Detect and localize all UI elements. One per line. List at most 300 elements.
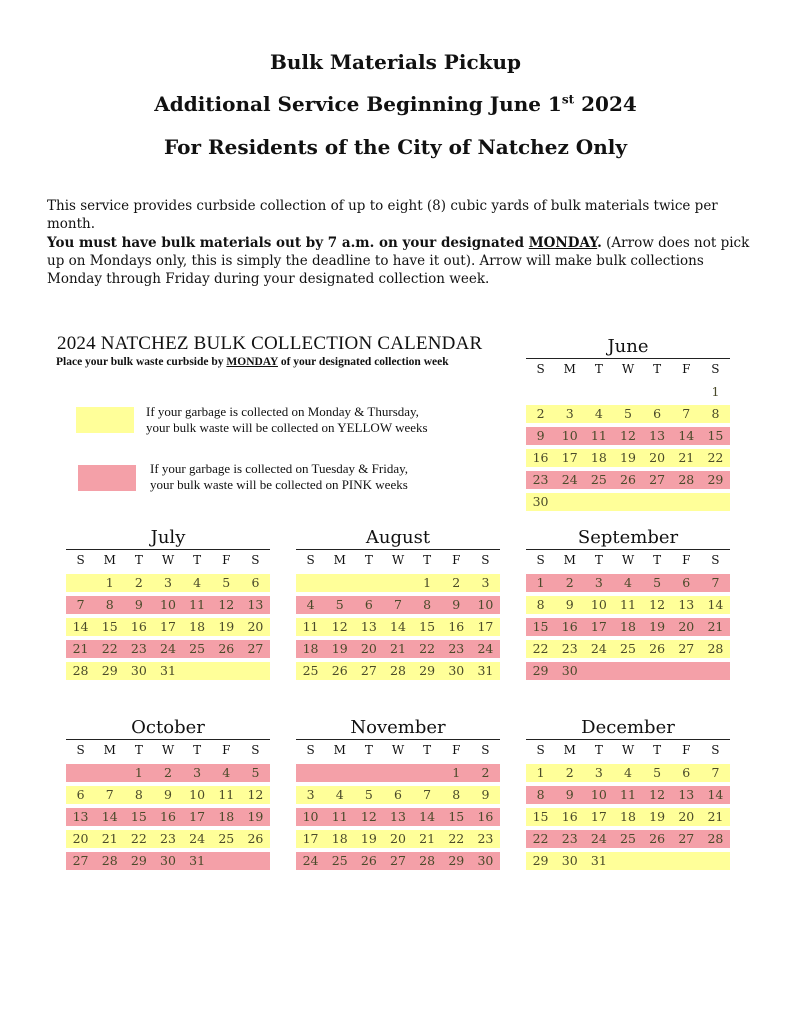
day-cell: 12 xyxy=(620,428,636,443)
month-november xyxy=(296,717,500,870)
day-cell: 21 xyxy=(101,831,118,846)
day-cell: 17 xyxy=(561,450,578,465)
day-cell: 10 xyxy=(590,597,607,612)
week-row-pink xyxy=(526,786,730,804)
day-cell: 12 xyxy=(331,619,348,634)
day-cell: 14 xyxy=(707,597,724,612)
day-cell: 14 xyxy=(101,809,118,824)
day-cell: 21 xyxy=(707,809,724,824)
day-cell: 25 xyxy=(189,641,206,656)
weekday-header: W xyxy=(621,743,635,757)
day-cell: 8 xyxy=(536,787,545,802)
day-cell: 3 xyxy=(193,765,202,780)
day-cell: 23 xyxy=(532,472,549,487)
day-cell: 28 xyxy=(419,853,436,868)
day-cell: 26 xyxy=(620,472,636,487)
day-cell: 6 xyxy=(251,575,260,590)
day-cell: 17 xyxy=(302,831,319,846)
week-row-yellow xyxy=(526,449,730,467)
calendar-subtitle-monday: MONDAY xyxy=(226,356,278,368)
weekday-header: M xyxy=(333,743,346,757)
day-cell: 10 xyxy=(477,597,494,612)
weekday-header-row xyxy=(526,549,730,570)
day-cell: 18 xyxy=(302,641,319,656)
day-cell: 26 xyxy=(331,663,348,678)
day-cell xyxy=(212,662,241,680)
notice-bold-text: You must have bulk materials out by 7 a.m. on your designated xyxy=(47,235,529,251)
day-cell: 7 xyxy=(711,575,720,590)
day-cell: 19 xyxy=(649,809,666,824)
day-cell: 15 xyxy=(101,619,118,634)
week-row-yellow xyxy=(66,662,270,680)
month-name: September xyxy=(577,527,679,548)
day-cell: 5 xyxy=(653,765,662,780)
day-cell: 30 xyxy=(561,663,578,678)
day-cell: 8 xyxy=(536,597,545,612)
day-cell: 5 xyxy=(251,765,260,780)
weekday-header: F xyxy=(682,743,691,757)
week-row-pink xyxy=(66,764,270,782)
week-row-yellow xyxy=(66,574,270,592)
day-cell: 19 xyxy=(620,450,636,465)
day-cell: 23 xyxy=(561,641,578,656)
day-cell: 27 xyxy=(72,853,89,868)
day-cell: 31 xyxy=(590,853,607,868)
day-cell: 10 xyxy=(160,597,176,612)
day-cell: 24 xyxy=(189,831,206,846)
month-name: December xyxy=(581,717,675,738)
day-cell xyxy=(643,493,672,511)
day-cell: 8 xyxy=(452,787,461,802)
day-cell: 2 xyxy=(164,765,172,780)
day-cell xyxy=(613,383,642,401)
day-cell: 19 xyxy=(247,809,264,824)
day-cell: 22 xyxy=(101,641,118,656)
week-row-yellow xyxy=(296,830,500,848)
day-cell: 30 xyxy=(130,663,147,678)
day-cell xyxy=(701,662,730,680)
day-cell: 9 xyxy=(565,787,574,802)
week-row-pink xyxy=(66,808,270,826)
weekday-header: T xyxy=(594,553,603,567)
week-row-yellow xyxy=(296,786,500,804)
day-cell: 1 xyxy=(134,765,143,780)
day-cell xyxy=(672,383,701,401)
weekday-header: T xyxy=(653,362,662,376)
day-cell: 28 xyxy=(678,472,695,487)
day-cell: 21 xyxy=(419,831,436,846)
day-cell: 28 xyxy=(101,853,118,868)
day-cell: 14 xyxy=(390,619,406,634)
day-cell: 20 xyxy=(360,641,377,656)
week-row-yellow xyxy=(526,596,730,614)
day-cell: 6 xyxy=(394,787,402,802)
day-cell: 27 xyxy=(390,853,406,868)
day-cell: 2 xyxy=(481,765,490,780)
day-cell: 16 xyxy=(130,619,147,634)
weekday-header: T xyxy=(423,743,432,757)
week-row-pink xyxy=(526,662,730,680)
day-cell: 2 xyxy=(452,575,461,590)
week-row-yellow xyxy=(66,830,270,848)
day-cell: 11 xyxy=(590,428,607,443)
day-cell: 5 xyxy=(222,575,231,590)
day-cell: 29 xyxy=(707,472,724,487)
weekday-header: S xyxy=(306,743,315,757)
day-cell: 8 xyxy=(105,597,114,612)
day-cell: 1 xyxy=(536,575,545,590)
day-cell: 8 xyxy=(711,406,720,421)
month-name: July xyxy=(150,527,186,548)
weekday-header: S xyxy=(306,553,315,567)
week-row-yellow xyxy=(526,764,730,782)
day-cell: 27 xyxy=(360,663,377,678)
weekday-header-row xyxy=(296,739,500,760)
week-row-yellow xyxy=(526,405,730,423)
week-row-pink xyxy=(296,596,500,614)
day-cell: 14 xyxy=(707,787,724,802)
day-cell: 7 xyxy=(105,787,114,802)
day-cell: 15 xyxy=(130,809,147,824)
weekday-header: W xyxy=(161,553,175,567)
day-cell: 9 xyxy=(134,597,143,612)
weekday-header: F xyxy=(222,553,231,567)
weekday-header: M xyxy=(103,553,116,567)
weekday-header: M xyxy=(563,553,576,567)
day-cell xyxy=(701,493,730,511)
day-cell: 25 xyxy=(590,472,607,487)
month-december xyxy=(526,717,730,870)
day-cell: 9 xyxy=(565,597,574,612)
week-row-pink xyxy=(526,574,730,592)
weekday-header: S xyxy=(481,553,490,567)
day-cell: 4 xyxy=(335,787,344,802)
day-cell: 10 xyxy=(189,787,206,802)
month-september xyxy=(526,527,730,680)
day-cell: 6 xyxy=(76,787,85,802)
weekday-header: F xyxy=(222,743,231,757)
day-cell: 24 xyxy=(477,641,494,656)
weekday-header: T xyxy=(193,553,202,567)
day-cell: 12 xyxy=(218,597,235,612)
weekday-header: S xyxy=(711,743,720,757)
day-cell: 11 xyxy=(218,787,235,802)
day-cell: 5 xyxy=(624,406,632,421)
day-cell: 24 xyxy=(561,472,578,487)
weekday-header: W xyxy=(621,553,635,567)
heading-line-2-superscript: st xyxy=(561,92,575,107)
weekday-header-row xyxy=(66,739,270,760)
weekday-header: S xyxy=(251,553,260,567)
day-cell: 11 xyxy=(620,597,636,612)
day-cell: 3 xyxy=(594,575,603,590)
day-cell xyxy=(555,493,584,511)
weekday-header: T xyxy=(653,553,662,567)
heading-line-2 xyxy=(0,92,791,116)
day-cell: 5 xyxy=(364,787,373,802)
week-row-pink xyxy=(66,852,270,870)
weekday-header: F xyxy=(452,553,461,567)
day-cell: 2 xyxy=(565,765,574,780)
day-cell: 10 xyxy=(590,787,607,802)
calendar-subtitle-text: Place your bulk waste curbside by xyxy=(56,356,227,368)
day-cell: 11 xyxy=(331,809,348,824)
day-cell: 20 xyxy=(678,809,695,824)
day-cell: 9 xyxy=(481,787,490,802)
weekday-header: W xyxy=(621,362,635,376)
day-cell: 5 xyxy=(653,575,662,590)
weekday-header: M xyxy=(333,553,346,567)
day-cell: 4 xyxy=(193,575,202,590)
notice-monday: MONDAY xyxy=(528,235,598,251)
weekday-header: S xyxy=(536,362,545,376)
weekday-header: M xyxy=(563,362,576,376)
day-cell: 23 xyxy=(561,831,578,846)
day-cell: 10 xyxy=(302,809,319,824)
day-cell: 25 xyxy=(620,831,636,846)
day-cell xyxy=(643,662,672,680)
weekday-header: F xyxy=(452,743,461,757)
day-cell xyxy=(383,764,412,782)
day-cell: 16 xyxy=(160,809,176,824)
day-cell: 20 xyxy=(390,831,406,846)
day-cell: 4 xyxy=(624,765,632,780)
day-cell: 25 xyxy=(218,831,235,846)
day-cell: 9 xyxy=(164,787,172,802)
week-row-pink xyxy=(66,596,270,614)
day-cell: 26 xyxy=(360,853,377,868)
day-cell: 30 xyxy=(477,853,494,868)
day-cell: 25 xyxy=(302,663,319,678)
day-cell xyxy=(613,662,642,680)
day-cell: 1 xyxy=(452,765,461,780)
heading-line-1: Bulk Materials Pickup xyxy=(269,50,522,74)
day-cell: 28 xyxy=(72,663,89,678)
weekday-header: M xyxy=(103,743,116,757)
day-cell: 2 xyxy=(565,575,574,590)
day-cell xyxy=(325,574,354,592)
day-cell: 24 xyxy=(302,853,319,868)
week-row-pink xyxy=(296,764,500,782)
day-cell: 9 xyxy=(536,428,545,443)
day-cell: 24 xyxy=(590,641,607,656)
day-cell: 12 xyxy=(649,787,666,802)
calendar-subtitle xyxy=(56,356,449,368)
day-cell: 3 xyxy=(565,406,574,421)
day-cell: 1 xyxy=(105,575,114,590)
day-cell: 11 xyxy=(189,597,206,612)
day-cell: 14 xyxy=(419,809,436,824)
day-cell: 31 xyxy=(477,663,494,678)
day-cell: 2 xyxy=(134,575,143,590)
day-cell: 27 xyxy=(649,472,666,487)
weekday-header: T xyxy=(364,743,373,757)
month-october xyxy=(66,717,270,870)
week-row-yellow xyxy=(66,618,270,636)
day-cell: 16 xyxy=(532,450,549,465)
weekday-header: T xyxy=(653,743,662,757)
day-cell: 4 xyxy=(222,765,231,780)
day-cell: 13 xyxy=(678,787,695,802)
day-cell xyxy=(241,662,270,680)
day-cell xyxy=(66,574,95,592)
month-name: August xyxy=(365,527,431,548)
week-row-yellow xyxy=(526,852,730,870)
weekday-header: T xyxy=(134,553,143,567)
calendar-title: 2024 NATCHEZ BULK COLLECTION CALENDAR xyxy=(57,333,483,354)
weekday-header: F xyxy=(682,362,691,376)
day-cell: 16 xyxy=(561,619,578,634)
week-row-pink xyxy=(296,640,500,658)
week-row-pink xyxy=(526,427,730,445)
day-cell: 22 xyxy=(707,450,724,465)
month-july xyxy=(66,527,270,680)
day-cell xyxy=(383,574,412,592)
day-cell: 4 xyxy=(624,575,632,590)
day-cell: 13 xyxy=(678,597,695,612)
weekday-header: S xyxy=(536,553,545,567)
notice-paragraph xyxy=(47,234,752,288)
day-cell: 28 xyxy=(390,663,406,678)
day-cell: 2 xyxy=(536,406,545,421)
day-cell xyxy=(613,493,642,511)
weekday-header: S xyxy=(76,553,85,567)
day-cell xyxy=(584,383,613,401)
week-row-none xyxy=(526,383,730,401)
month-name: October xyxy=(131,717,205,738)
day-cell: 10 xyxy=(561,428,578,443)
day-cell: 18 xyxy=(590,450,607,465)
weekday-header: S xyxy=(536,743,545,757)
day-cell: 4 xyxy=(594,406,603,421)
day-cell: 23 xyxy=(130,641,147,656)
day-cell: 3 xyxy=(306,787,315,802)
month-august xyxy=(296,527,500,680)
month-june xyxy=(526,336,730,511)
day-cell: 26 xyxy=(649,641,666,656)
legend-yellow-line-2: your bulk waste will be collected on YELLOW weeks xyxy=(146,420,428,435)
day-cell: 15 xyxy=(448,809,465,824)
day-cell: 4 xyxy=(306,597,315,612)
day-cell: 18 xyxy=(331,831,348,846)
week-row-yellow xyxy=(526,640,730,658)
weekday-header: S xyxy=(711,553,720,567)
day-cell: 25 xyxy=(620,641,636,656)
day-cell xyxy=(584,493,613,511)
day-cell: 31 xyxy=(189,853,206,868)
day-cell: 30 xyxy=(160,853,176,868)
day-cell: 26 xyxy=(649,831,666,846)
day-cell: 6 xyxy=(682,575,691,590)
day-cell: 13 xyxy=(247,597,264,612)
day-cell: 22 xyxy=(448,831,465,846)
day-cell: 24 xyxy=(160,641,176,656)
day-cell: 23 xyxy=(160,831,176,846)
day-cell: 13 xyxy=(649,428,666,443)
day-cell: 21 xyxy=(72,641,89,656)
day-cell: 22 xyxy=(419,641,436,656)
weekday-header: W xyxy=(391,743,405,757)
day-cell: 17 xyxy=(590,619,607,634)
day-cell: 11 xyxy=(620,787,636,802)
day-cell xyxy=(325,764,354,782)
day-cell: 20 xyxy=(649,450,666,465)
weekday-header: F xyxy=(682,553,691,567)
legend-yellow-line-1: If your garbage is collected on Monday & Thursday, xyxy=(146,404,419,419)
heading-line-3: For Residents of the City of Natchez Only xyxy=(164,135,627,159)
day-cell: 15 xyxy=(707,428,724,443)
day-cell: 27 xyxy=(678,641,695,656)
day-cell: 5 xyxy=(335,597,344,612)
day-cell xyxy=(413,764,442,782)
day-cell: 22 xyxy=(532,641,549,656)
weekday-header: S xyxy=(711,362,720,376)
day-cell: 17 xyxy=(189,809,206,824)
legend-pink-text xyxy=(150,461,408,493)
day-cell: 27 xyxy=(247,641,264,656)
legend-yellow-text xyxy=(146,404,428,436)
day-cell: 14 xyxy=(678,428,695,443)
legend-pink-line-2: your bulk waste will be collected on PINK weeks xyxy=(150,477,408,492)
weekday-header: S xyxy=(251,743,260,757)
day-cell: 24 xyxy=(590,831,607,846)
day-cell: 26 xyxy=(247,831,264,846)
day-cell xyxy=(183,662,212,680)
day-cell: 13 xyxy=(360,619,377,634)
day-cell: 27 xyxy=(678,831,695,846)
day-cell: 29 xyxy=(532,663,549,678)
week-row-pink xyxy=(296,852,500,870)
day-cell xyxy=(643,383,672,401)
day-cell: 19 xyxy=(649,619,666,634)
day-cell: 30 xyxy=(448,663,465,678)
weekday-header-row xyxy=(526,739,730,760)
day-cell: 19 xyxy=(218,619,235,634)
day-cell xyxy=(241,852,270,870)
day-cell: 30 xyxy=(532,494,549,509)
day-cell: 21 xyxy=(678,450,695,465)
day-cell: 17 xyxy=(477,619,494,634)
week-row-yellow xyxy=(296,574,500,592)
day-cell: 30 xyxy=(561,853,578,868)
week-row-yellow xyxy=(526,808,730,826)
day-cell: 23 xyxy=(477,831,494,846)
day-cell: 17 xyxy=(160,619,176,634)
day-cell: 20 xyxy=(678,619,695,634)
weekday-header: T xyxy=(423,553,432,567)
day-cell: 13 xyxy=(390,809,406,824)
month-name: November xyxy=(350,717,446,738)
day-cell: 1 xyxy=(711,384,720,399)
legend-pink-swatch xyxy=(78,465,136,491)
day-cell xyxy=(672,852,701,870)
day-cell: 3 xyxy=(594,765,603,780)
day-cell: 19 xyxy=(331,641,348,656)
day-cell: 15 xyxy=(419,619,436,634)
weekday-header: T xyxy=(134,743,143,757)
day-cell: 17 xyxy=(590,809,607,824)
day-cell: 3 xyxy=(164,575,172,590)
week-row-yellow xyxy=(526,493,730,511)
day-cell: 26 xyxy=(218,641,235,656)
day-cell: 6 xyxy=(653,406,662,421)
day-cell: 28 xyxy=(707,641,724,656)
day-cell xyxy=(296,574,325,592)
week-row-pink xyxy=(296,808,500,826)
day-cell: 7 xyxy=(682,406,691,421)
day-cell: 22 xyxy=(130,831,147,846)
day-cell: 6 xyxy=(682,765,691,780)
